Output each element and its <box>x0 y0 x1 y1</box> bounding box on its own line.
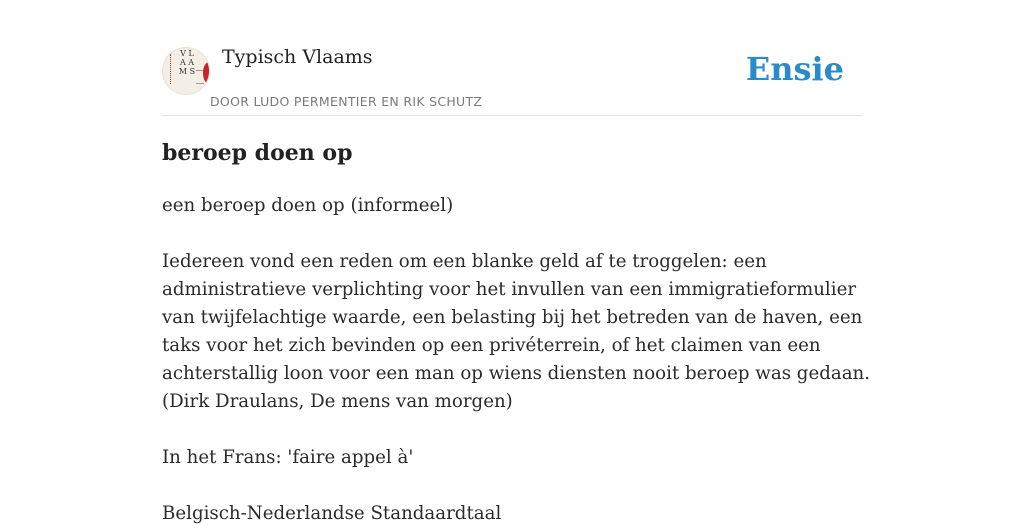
logo-red-accent <box>203 62 210 84</box>
book-authors: DOOR LUDO PERMENTIER EN RIK SCHUTZ <box>210 94 483 109</box>
entry-quote: Iedereen vond een reden om een blanke geld af te troggelen: een administratieve verplichting voor het invullen van een immigratieformulier van twijfelachtige waarde, een belasting bij het betreden van de haven, een taks voor het zich bevinden op een privéterrein, of het claimen van een achterstallig loon voor een man op wiens diensten nooit beroep was gedaan. <box>162 251 871 384</box>
entry-title: beroep doen op <box>162 140 353 166</box>
page <box>162 0 871 524</box>
entry-category: Belgisch-Nederlandse Standaardtaal <box>162 503 502 524</box>
entry-definition: een beroep doen op (informeel) <box>162 195 454 216</box>
entry-french-equivalent: In het Frans: 'faire appel à' <box>162 447 414 468</box>
logo-lettering: V L A A M S <box>178 49 196 76</box>
ensie-logo-link[interactable]: Ensie <box>745 50 844 88</box>
entry-quote-source: (Dirk Draulans, De mens van morgen) <box>162 391 513 412</box>
logo-decoration <box>170 54 173 84</box>
entry-body <box>162 192 872 528</box>
book-title[interactable]: Typisch Vlaams <box>222 46 373 68</box>
book-header <box>162 44 862 116</box>
book-cover-logo[interactable] <box>162 47 210 95</box>
